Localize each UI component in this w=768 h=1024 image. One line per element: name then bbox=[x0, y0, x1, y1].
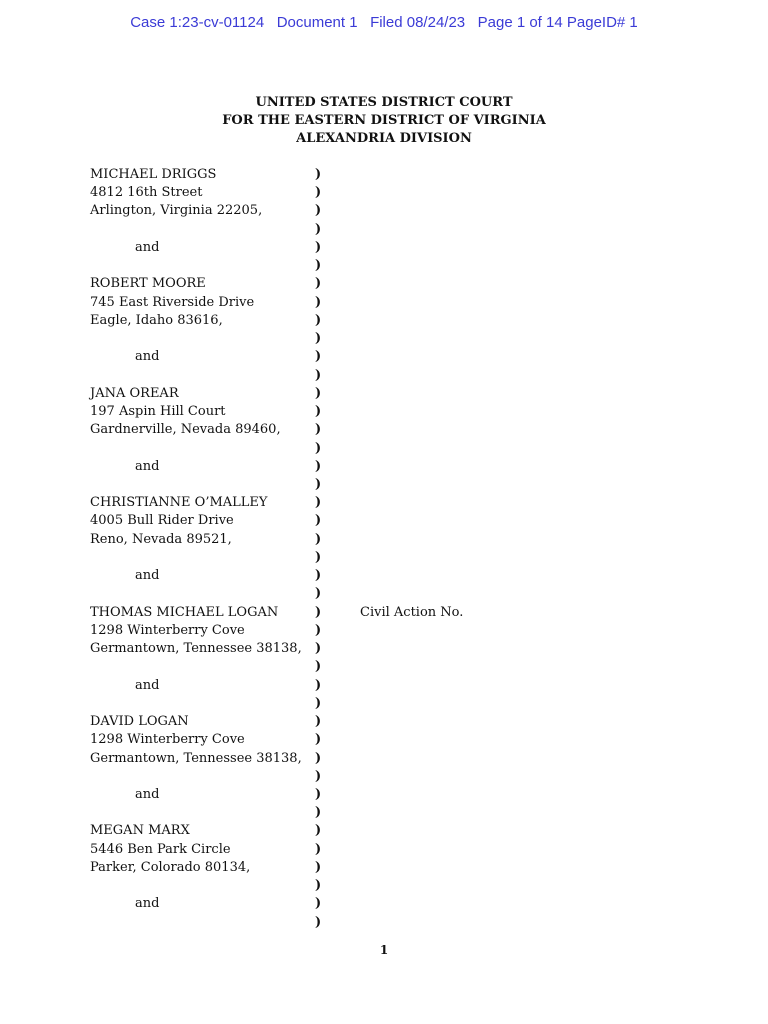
caption-party-line: 4005 Bull Rider Drive bbox=[90, 513, 234, 529]
caption-row bbox=[90, 221, 710, 239]
court-name: UNITED STATES DISTRICT COURT bbox=[255, 95, 513, 110]
caption-row bbox=[90, 658, 710, 676]
caption-paren: ) bbox=[315, 714, 322, 730]
caption-paren: ) bbox=[315, 677, 322, 693]
caption-paren: ) bbox=[315, 385, 322, 401]
caption-row bbox=[90, 202, 710, 220]
caption-conjunction: and bbox=[135, 458, 160, 474]
caption-party-line: 745 East Riverside Drive bbox=[90, 294, 255, 310]
caption-paren: ) bbox=[315, 513, 322, 529]
caption-row bbox=[90, 731, 710, 749]
caption-row bbox=[90, 895, 710, 913]
caption-row bbox=[90, 585, 710, 603]
caption-row bbox=[90, 257, 710, 275]
caption-paren: ) bbox=[315, 422, 322, 438]
caption-conjunction: and bbox=[135, 349, 160, 365]
caption-paren: ) bbox=[315, 294, 322, 310]
caption-row bbox=[90, 713, 710, 731]
caption-party-line: Gardnerville, Nevada 89460, bbox=[90, 422, 281, 438]
caption-party-line: DAVID LOGAN bbox=[90, 714, 189, 730]
caption-party-line: MICHAEL DRIGGS bbox=[90, 167, 217, 182]
caption-party-line: CHRISTIANNE O’MALLEY bbox=[90, 495, 268, 511]
caption-paren: ) bbox=[315, 768, 322, 784]
caption-paren: ) bbox=[315, 440, 322, 456]
ecf-filing-header: Case 1:23-cv-01124 Document 1 Filed 08/24/23 Page 1 of 14 PageID# 1 bbox=[130, 14, 638, 31]
caption-row bbox=[90, 312, 710, 330]
caption-row bbox=[90, 239, 710, 257]
caption-row bbox=[90, 476, 710, 494]
caption-party-line: 1298 Winterberry Cove bbox=[90, 732, 245, 748]
caption-party-line: THOMAS MICHAEL LOGAN bbox=[90, 604, 279, 620]
caption-paren: ) bbox=[315, 841, 322, 857]
caption-paren: ) bbox=[315, 896, 322, 912]
caption-paren: ) bbox=[315, 476, 322, 492]
caption-row bbox=[90, 877, 710, 895]
caption-row bbox=[90, 494, 710, 512]
case-caption bbox=[90, 166, 710, 932]
caption-row bbox=[90, 567, 710, 585]
caption-row bbox=[90, 440, 710, 458]
caption-paren: ) bbox=[315, 404, 322, 420]
court-heading bbox=[0, 94, 768, 149]
caption-paren: ) bbox=[315, 732, 322, 748]
caption-row bbox=[90, 531, 710, 549]
caption-conjunction: and bbox=[135, 239, 160, 255]
caption-paren: ) bbox=[315, 276, 322, 292]
caption-row bbox=[90, 677, 710, 695]
caption-row bbox=[90, 184, 710, 202]
caption-paren: ) bbox=[315, 549, 322, 565]
caption-row bbox=[90, 294, 710, 312]
caption-row bbox=[90, 458, 710, 476]
caption-row bbox=[90, 348, 710, 366]
caption-party-line: 4812 16th Street bbox=[90, 185, 203, 201]
caption-paren: ) bbox=[315, 622, 322, 638]
caption-row bbox=[90, 622, 710, 640]
caption-row bbox=[90, 859, 710, 877]
court-district: FOR THE EASTERN DISTRICT OF VIRGINIA bbox=[222, 113, 546, 129]
caption-conjunction: and bbox=[135, 786, 160, 802]
caption-paren: ) bbox=[315, 312, 322, 328]
caption-paren: ) bbox=[315, 495, 322, 511]
civil-action-label: Civil Action No. bbox=[360, 604, 464, 620]
caption-row bbox=[90, 640, 710, 658]
caption-paren: ) bbox=[315, 367, 322, 383]
caption-paren: ) bbox=[315, 531, 322, 547]
caption-paren: ) bbox=[315, 203, 322, 219]
caption-row bbox=[90, 822, 710, 840]
caption-row bbox=[90, 841, 710, 859]
caption-row bbox=[90, 914, 710, 932]
caption-row bbox=[90, 421, 710, 439]
caption-conjunction: and bbox=[135, 677, 160, 693]
caption-paren: ) bbox=[315, 331, 322, 347]
caption-party-line: JANA OREAR bbox=[90, 385, 179, 401]
caption-paren: ) bbox=[315, 586, 322, 602]
caption-conjunction: and bbox=[135, 568, 160, 584]
caption-party-line: MEGAN MARX bbox=[90, 823, 190, 839]
caption-paren: ) bbox=[315, 604, 322, 620]
caption-paren: ) bbox=[315, 167, 322, 182]
caption-paren: ) bbox=[315, 786, 322, 802]
court-division: ALEXANDRIA DIVISION bbox=[296, 131, 472, 147]
caption-paren: ) bbox=[315, 914, 322, 930]
caption-paren: ) bbox=[315, 805, 322, 821]
caption-party-line: Parker, Colorado 80134, bbox=[90, 859, 251, 875]
caption-party-line: 5446 Ben Park Circle bbox=[90, 841, 231, 857]
caption-party-line: Eagle, Idaho 83616, bbox=[90, 312, 223, 328]
caption-paren: ) bbox=[315, 750, 322, 766]
caption-paren: ) bbox=[315, 641, 322, 657]
caption-paren: ) bbox=[315, 239, 322, 255]
caption-party-line: 1298 Winterberry Cove bbox=[90, 622, 245, 638]
caption-paren: ) bbox=[315, 823, 322, 839]
caption-party-line: Germantown, Tennessee 38138, bbox=[90, 641, 302, 657]
caption-row bbox=[90, 768, 710, 786]
caption-paren: ) bbox=[315, 185, 322, 201]
caption-conjunction: and bbox=[135, 896, 160, 912]
caption-paren: ) bbox=[315, 695, 322, 711]
caption-paren: ) bbox=[315, 878, 322, 894]
caption-row bbox=[90, 330, 710, 348]
caption-row bbox=[90, 750, 710, 768]
caption-party-line: Reno, Nevada 89521, bbox=[90, 531, 232, 547]
caption-paren: ) bbox=[315, 258, 322, 274]
caption-row bbox=[90, 695, 710, 713]
caption-paren: ) bbox=[315, 221, 322, 237]
caption-row bbox=[90, 604, 710, 622]
caption-paren: ) bbox=[315, 458, 322, 474]
caption-row bbox=[90, 549, 710, 567]
caption-paren: ) bbox=[315, 349, 322, 365]
page-number: 1 bbox=[379, 943, 389, 957]
caption-row bbox=[90, 804, 710, 822]
caption-party-line: ROBERT MOORE bbox=[90, 276, 206, 292]
caption-row bbox=[90, 367, 710, 385]
caption-paren: ) bbox=[315, 568, 322, 584]
caption-party-line: 197 Aspin Hill Court bbox=[90, 404, 226, 420]
caption-paren: ) bbox=[315, 659, 322, 675]
caption-party-line: Germantown, Tennessee 38138, bbox=[90, 750, 302, 766]
caption-row bbox=[90, 403, 710, 421]
caption-row bbox=[90, 512, 710, 530]
caption-row bbox=[90, 166, 710, 184]
caption-row bbox=[90, 385, 710, 403]
caption-party-line: Arlington, Virginia 22205, bbox=[90, 203, 263, 219]
caption-paren: ) bbox=[315, 859, 322, 875]
caption-row bbox=[90, 786, 710, 804]
caption-row bbox=[90, 275, 710, 293]
